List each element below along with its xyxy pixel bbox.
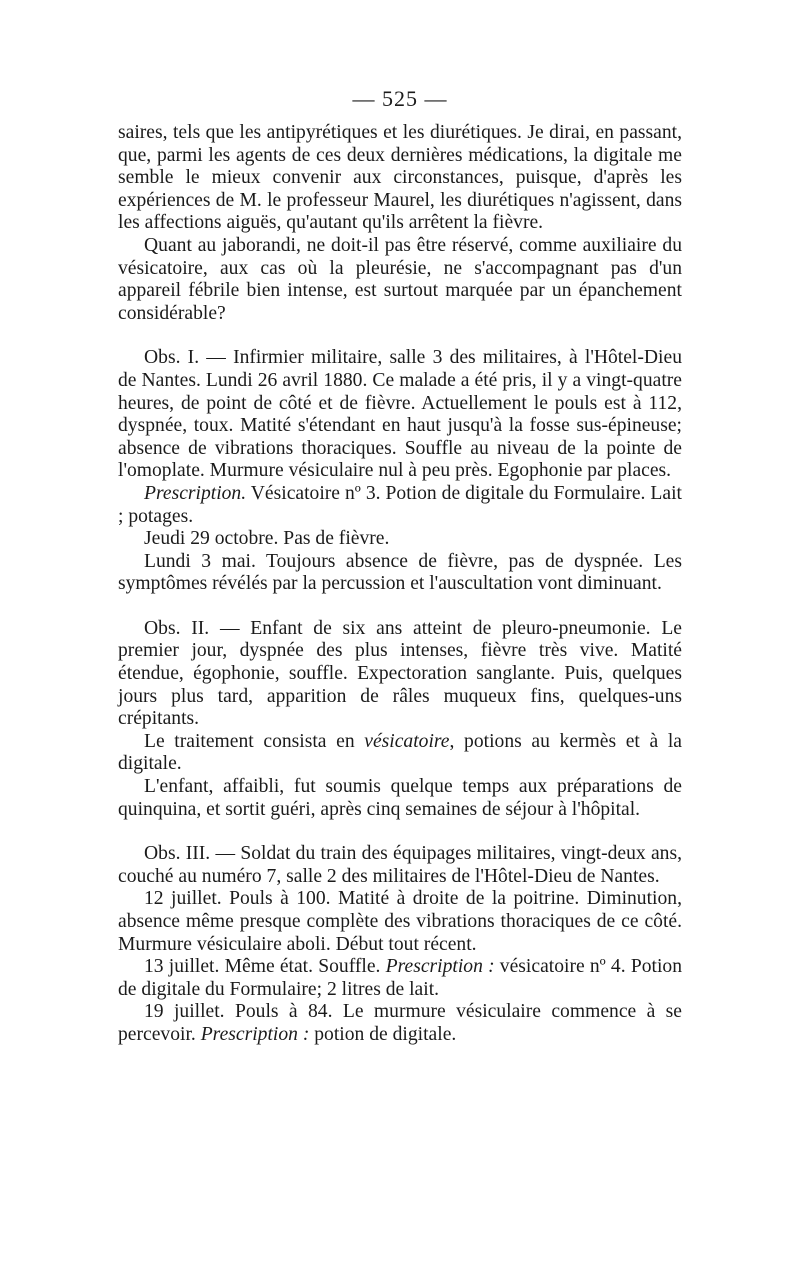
observation-1-prescription [118,483,682,528]
observation-2-outcome: L'enfant, affaibli, fut soumis quelque temps aux préparations de quinquina, et sortit guéri, après cinq semaines de séjour à l'hôpital. [118,776,682,820]
paragraph-jaborandi: Quant au jaborandi, ne doit-il pas être réservé, comme auxiliaire du vésicatoire, aux cas où la pleurésie, ne s'accompagnant pas d'un appareil fébrile bien intense, est surtout marquée par un épanchement considérable? [118,234,682,324]
traitement-vesicatoire: vésicatoire [364,730,450,752]
prescription-text: Vésicatoire nº 3. Potion de digitale du Formulaire. Lait ; potages. [118,482,682,527]
observation-1-lundi: Lundi 3 mai. Toujours absence de fièvre, pas de dyspnée. Les symptômes révélés par la percussion et l'auscultation vont diminuant. [118,550,682,595]
observation-3-july-13 [118,956,682,1001]
july-13-prescription-label: Prescription : [385,956,495,978]
july-13-text-after: vésicatoire nº 4. Potion de digitale du Formulaire; 2 litres de lait. [118,956,682,1000]
traitement-text-after: , potions au kermès et à la digitale. [118,730,682,775]
observation-1-jeudi: Jeudi 29 octobre. Pas de fièvre. [144,528,390,550]
july-19-text-before: 19 juillet. Pouls à 84. Le murmure vésiculaire commence à se percevoir. [118,1001,682,1045]
july-19-prescription-label: Prescription : [200,1023,310,1045]
july-19-text-after: potion de digitale. [309,1023,457,1045]
observation-3-july-12: 12 juillet. Pouls à 100. Matité à droite de la poitrine. Diminution, absence même presque complète des vibrations thoraciques de ce côté. Murmure vésiculaire aboli. Début tout récent. [118,888,682,955]
observation-3: Obs. III. — Soldat du train des équipages militaires, vingt-deux ans, couché au numéro 7, salle 2 des militaires de l'Hôtel-Dieu de Nantes. [118,843,682,887]
observation-1: Obs. I. — Infirmier militaire, salle 3 des militaires, à l'Hôtel-Dieu de Nantes. Lundi 26 avril 1880. Ce malade a été pris, il y a vingt-quatre heures, de point de côté et de fièvre. Actuellement le pouls est à 112, dyspnée, toux. Matité s'étendant en haut jusqu'à la fosse sus-épineuse; absence de vibrations thoraciques. Souffle au niveau de la pointe de l'omoplate. Murmure vésiculaire nul à peu près. Egophonie par places. [118,347,682,482]
july-13-text-before: 13 juillet. Même état. Souffle. [144,956,386,978]
prescription-label: Prescription. [144,482,247,504]
traitement-text-before: Le traitement consista en [144,730,365,752]
page-number: — 525 — [352,86,448,111]
observation-2-traitement [118,731,682,776]
body-text [118,122,682,1047]
observation-2: Obs. II. — Enfant de six ans atteint de pleuro-pneumonie. Le premier jour, dyspnée des plus intenses, fièvre très vive. Matité étendue, égophonie, souffle. Expectoration sanglante. Puis, quelques jours plus tard, apparition de râles muqueux fins, quelques-uns crépitants. [118,617,682,730]
observation-3-july-19 [118,1001,682,1046]
paragraph-antipyretics: saires, tels que les antipyrétiques et les diurétiques. Je dirai, en passant, que, parmi les agents de ces deux dernières médications, la digitale me semble le mieux convenir aux circonstances, puisque, d'après les expériences de M. le professeur Maurel, les diurétiques n'agissent, dans les affections aiguës, qu'autant qu'ils arrêtent la fièvre. [118,122,682,234]
